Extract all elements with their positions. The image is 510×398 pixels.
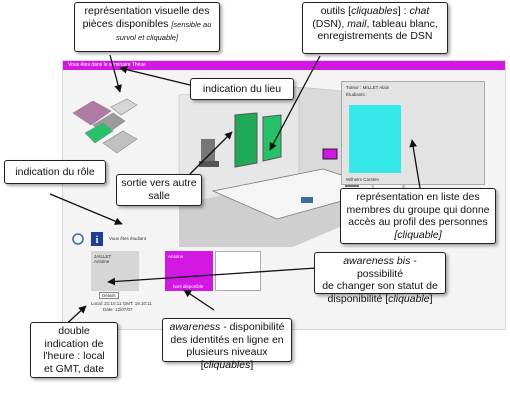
user-status-text: Vous êtes étudiant xyxy=(109,236,147,241)
callout-text: [cliquable] xyxy=(394,228,442,241)
callout-text: ] xyxy=(429,292,433,305)
members-bottom-name[interactable]: Wilhelm Carsten xyxy=(346,177,380,182)
callout-text: disponibilité [ xyxy=(327,292,389,305)
callout-text: cliquables xyxy=(351,5,398,17)
callout-role xyxy=(4,160,106,184)
callout-text: ] xyxy=(250,358,254,371)
time-local: Local: 21:10:11 GMT: 19:10:11 xyxy=(91,301,152,306)
callout-text: - possibilité xyxy=(356,255,417,280)
callout-text: de changer son statut de xyxy=(322,280,438,292)
presence-name: Antoine xyxy=(168,254,184,259)
callout-text: indication du lieu xyxy=(202,83,282,95)
callout-time xyxy=(30,322,118,378)
students-label: Étudiants : xyxy=(346,92,368,97)
callout-text: ] : xyxy=(397,5,410,17)
presence-status-label[interactable]: hors disponible xyxy=(173,284,204,289)
callout-members xyxy=(340,188,496,244)
callout-exit xyxy=(116,174,202,206)
tutor-label[interactable]: Tuteur : MILLET Alain xyxy=(346,85,390,90)
callout-text: et GMT, date xyxy=(43,362,105,375)
callout-text: outils [ xyxy=(320,5,352,17)
callout-awareness-bis xyxy=(314,252,446,305)
callout-tools xyxy=(302,2,448,54)
callout-text: salle xyxy=(148,189,170,202)
callout-location xyxy=(190,78,294,100)
callout-awareness xyxy=(162,318,292,371)
location-text: Vous êtes dans le séminaire Thèse xyxy=(68,62,146,68)
callout-text: awareness bis xyxy=(343,255,411,267)
callout-text: chat xyxy=(409,5,430,17)
callout-text: représentation visuelle des xyxy=(84,5,210,17)
presence-name: Antoine xyxy=(94,259,110,264)
svg-text:i: i xyxy=(95,235,99,246)
callout-text: l'heure : local xyxy=(43,350,105,362)
callout-text: awareness xyxy=(169,321,221,333)
callout-text: - disponibilité xyxy=(220,321,285,333)
callout-text: enregistrements de DSN xyxy=(317,30,433,42)
callout-text: membres du groupe qui donne xyxy=(346,203,490,216)
callout-text: indication de xyxy=(44,337,104,350)
callout-note: [sensible au xyxy=(171,19,212,29)
callout-text: plusieurs niveaux [ xyxy=(186,346,268,371)
callout-text: cliquables xyxy=(203,358,251,371)
callout-text: des identités en ligne en xyxy=(170,333,284,346)
callout-text: cliquable xyxy=(388,292,430,305)
callout-text: représentation en liste des xyxy=(356,191,480,203)
presence-name: JAILLET xyxy=(94,254,112,259)
callout-text: (DSN), xyxy=(312,17,348,30)
callout-room-pieces xyxy=(74,2,220,52)
callout-text: accès au profil des personnes xyxy=(348,216,488,228)
callout-text: indication du rôle xyxy=(15,166,95,178)
time-date: Date: 12/07/07 xyxy=(103,307,133,312)
callout-text: mail xyxy=(347,17,367,30)
callout-text: sortie vers autre xyxy=(121,177,197,189)
callout-text: double xyxy=(58,325,90,337)
callout-text: pièces disponibles xyxy=(82,17,169,30)
details-button[interactable]: Détails xyxy=(99,292,119,299)
callout-text: , tableau blanc, xyxy=(366,17,438,30)
callout-note: survol et cliquable] xyxy=(115,33,179,42)
